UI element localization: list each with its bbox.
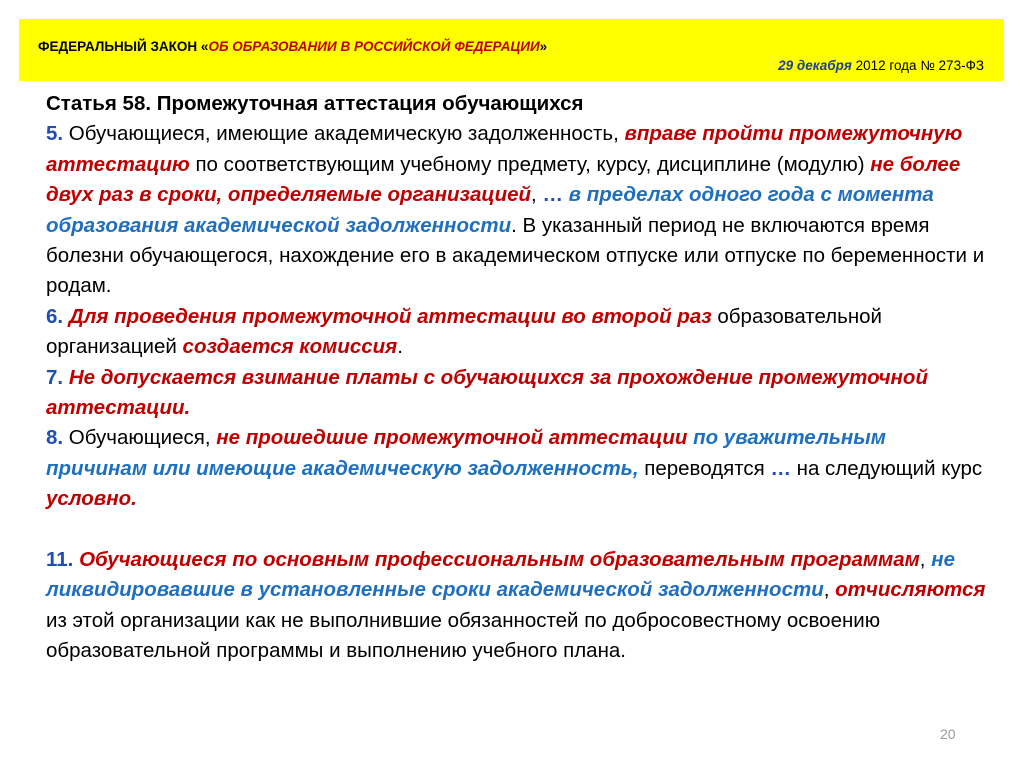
text-span: по соответствующим учебному предмету, курсу, дисциплине (модулю) (189, 152, 871, 176)
emphasis-red: Обучающиеся по основным профессиональным образовательным программам (79, 547, 920, 571)
law-title-prefix: ФЕДЕРАЛЬНЫЙ ЗАКОН « (38, 39, 209, 54)
emphasis-red: Для проведения промежуточной аттестации во второй раз (68, 304, 712, 328)
text-span: , (919, 547, 932, 571)
article-heading: Статья 58. Промежуточная аттестация обучающихся (46, 92, 584, 115)
text-span: , (823, 578, 836, 602)
emphasis-red: не прошедшие промежуточной аттестации (216, 426, 688, 450)
law-date-rest: 2012 года № 273-ФЗ (851, 58, 984, 73)
ellipsis-mark: … (770, 456, 791, 480)
paragraph-6 (46, 302, 991, 363)
emphasis-blue: по уважительным причинам или имеющие академическую задолженность, (46, 426, 886, 480)
paragraph-number: 6. (46, 304, 64, 328)
paragraph-11 (46, 545, 991, 667)
article-body (46, 89, 991, 666)
text-span: Обучающиеся, (63, 426, 217, 450)
text-span: на следующий курс (790, 456, 983, 480)
law-title (38, 39, 547, 54)
emphasis-red: условно. (46, 487, 137, 511)
paragraph-gap (46, 515, 991, 545)
text-span: Обучающиеся, имеющие академическую задолженность, (63, 122, 625, 146)
emphasis-red: не более двух раз в сроки, определяемые организацией (46, 152, 961, 207)
text-span: из этой организации как не выполнившие обязанностей по добросовестному освоению образовательной программы и выполнению учебного плана. (46, 608, 881, 662)
emphasis-blue: не ликвидировавшие в установленные сроки академической задолженности (46, 547, 955, 602)
law-title-highlight: ОБ ОБРАЗОВАНИИ В РОССИЙСКОЙ ФЕДЕРАЦИИ (208, 39, 540, 54)
paragraph-number: 8. (46, 426, 64, 450)
law-title-suffix: » (539, 39, 548, 54)
emphasis-blue: в пределах одного года с момента образования академической задолженности (46, 183, 934, 237)
law-date-highlight: 29 декабря (778, 58, 852, 73)
emphasis-red: отчисляются (835, 578, 986, 602)
emphasis-red: создается комиссия (182, 335, 398, 359)
text-span: , (531, 183, 543, 207)
emphasis-red: вправе пройти промежуточную аттестацию (46, 122, 963, 176)
paragraph-number: 11. (46, 547, 74, 571)
text-span: . В указанный период не включаются время болезни обучающегося, нахождение его в академическом отпуске или отпуске по беременности и родам. (46, 213, 985, 298)
paragraph-5 (46, 119, 991, 301)
paragraph-7 (46, 363, 991, 424)
law-banner (19, 19, 1004, 81)
paragraph-8 (46, 423, 991, 514)
text-span: образовательной организацией (46, 304, 882, 359)
law-date (778, 58, 984, 73)
page-number: 20 (940, 726, 956, 742)
paragraph-number: 7. (46, 365, 64, 389)
emphasis-red: Не допускается взимание платы с обучающихся за прохождение промежуточной аттестации. (46, 365, 928, 420)
text-span: переводятся (638, 456, 771, 480)
ellipsis-mark: … (542, 183, 563, 207)
paragraph-number: 5. (46, 122, 64, 146)
text-span: . (397, 335, 403, 359)
